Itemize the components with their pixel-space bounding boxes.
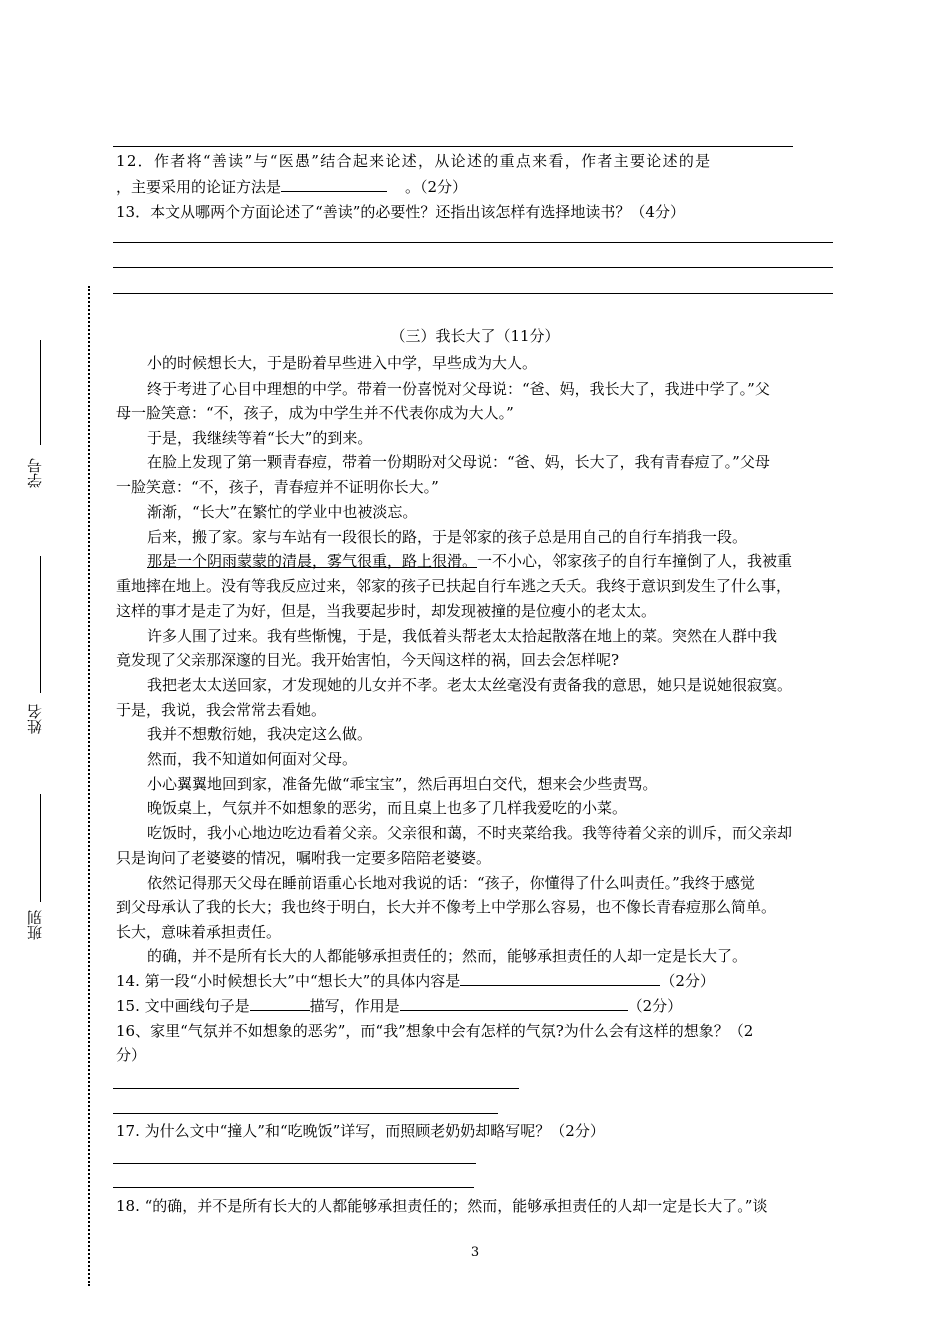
question-15-points: （2分）	[627, 997, 683, 1015]
answer-line	[113, 267, 833, 268]
paragraph-line: 我把老太太送回家，才发现她的儿女并不孝。老太太丝毫没有责备我的意思，她只是说她很寂寞。	[147, 676, 793, 694]
paragraph-line: 于是，我继续等着“长大”的到来。	[147, 429, 373, 447]
answer-line	[113, 146, 793, 147]
paragraph-line: 后来，搬了家。家与车站有一段很长的路，于是邻家的孩子总是用自己的自行车捎我一段。	[147, 528, 748, 546]
paragraph-line	[147, 551, 792, 571]
binding-dotted-line	[88, 286, 90, 1286]
paragraph-line: 的确，并不是所有长大的人都能够承担责任的；然而，能够承担责任的人却一定是长大了。	[147, 947, 748, 965]
paragraph-line-rest: 一不小心，邻家孩子的自行车撞倒了人，我被重	[477, 552, 793, 570]
underlined-sentence: 那是一个阴雨蒙蒙的清晨，雾气很重，路上很滑。	[147, 552, 478, 570]
paragraph-line: 许多人围了过来。我有些惭愧，于是，我低着头帮老太太拾起散落在地上的菜。突然在人群中我	[147, 627, 778, 645]
answer-line[interactable]	[113, 1187, 474, 1188]
paragraph-line: 然而，我不知道如何面对父母。	[147, 750, 358, 768]
question-15-text-a: 15. 文中画线句子是	[116, 997, 250, 1015]
question-12-line1: 12．作者将“善读”与“医愚”结合起来论述，从论述的重点来看，作者主要论述的是	[116, 152, 712, 170]
paragraph-line: 在脸上发现了第一颗青春痘，带着一份期盼对父母说：“爸、妈，长大了，我有青春痘了。”父母	[147, 453, 770, 471]
question-14-points: （2分）	[660, 972, 715, 990]
name-label: 姓名	[26, 704, 44, 734]
question-12-text-b: 。（2分）	[405, 178, 468, 196]
paragraph-line: 这样的事才是走了为好，但是，当我要起步时，却发现被撞的是位瘦小的老太太。	[116, 602, 657, 620]
paragraph-line: 终于考进了心目中理想的中学。带着一份喜悦对父母说：“爸、妈，我长大了，我进中学了。”父	[147, 380, 770, 398]
answer-blank[interactable]	[250, 996, 310, 1011]
paragraph-line: 母一脸笑意：“不，孩子，成为中学生并不代表你成为大人。”	[116, 404, 514, 422]
paragraph-line: 晚饭桌上，气氛并不如想象的恶劣，而且桌上也多了几样我爱吃的小菜。	[147, 799, 628, 817]
paragraph-line: 长大，意味着承担责任。	[116, 923, 282, 941]
question-13: 13．本文从哪两个方面论述了“善读”的必要性？还指出该怎样有选择地读书？（4分）	[116, 203, 685, 221]
question-12-text-a: ，主要采用的论证方法是	[116, 178, 282, 196]
answer-line	[113, 242, 833, 243]
page-number: 3	[470, 1245, 480, 1260]
paragraph-line: 小心翼翼地回到家，准备先做“乖宝宝”，然后再坦白交代，想来会少些责骂。	[147, 775, 658, 793]
question-14	[116, 971, 715, 991]
paragraph-line: 重地摔在地上。没有等我反应过来，邻家的孩子已扶起自行车逃之夭夭。我终于意识到发生了什么事，	[116, 577, 792, 595]
answer-blank[interactable]	[400, 996, 628, 1011]
paragraph-line: 依然记得那天父母在睡前语重心长地对我说的话：“孩子，你懂得了什么叫责任。”我终于感觉	[147, 874, 755, 892]
paragraph-line: 只是询问了老婆婆的情况，嘱咐我一定要多陪陪老婆婆。	[116, 849, 492, 867]
paragraph-line: 到父母承认了我的长大；我也终于明白，长大并不像考上中学那么容易，也不像长青春痘那么简单。	[116, 898, 777, 916]
paragraph-line: 渐渐，“长大”在繁忙的学业中也被淡忘。	[147, 503, 418, 521]
paragraph-line: 于是，我说，我会常常去看她。	[116, 701, 327, 719]
question-12-line2	[116, 177, 467, 197]
question-17: 17. 为什么文中“撞人”和“吃晚饭”详写，而照顾老奶奶却略写呢？（2分）	[116, 1122, 605, 1140]
class-blank[interactable]	[40, 794, 41, 902]
question-14-text: 14. 第一段“小时候想长大”中“想长大”的具体内容是	[116, 972, 461, 990]
answer-line[interactable]	[113, 1088, 519, 1089]
paragraph-line: 我并不想敷衍她，我决定这么做。	[147, 725, 373, 743]
paragraph-line: 吃饭时，我小心地边吃边看着父亲。父亲很和蔼，不时夹菜给我。我等待着父亲的训斥，而父亲却	[147, 824, 793, 842]
answer-blank[interactable]	[460, 971, 660, 986]
article-title: （三）我长大了（11分）	[390, 327, 560, 345]
class-field[interactable]	[24, 794, 46, 944]
answer-blank[interactable]	[281, 177, 387, 192]
class-label: 班别	[26, 910, 44, 940]
question-16-line1: 16、家里“气氛并不如想象的恶劣”，而“我”想象中会有怎样的气氛?为什么会有这样的想象？（2	[116, 1022, 754, 1040]
question-15	[116, 996, 682, 1016]
name-blank[interactable]	[40, 556, 41, 693]
answer-line[interactable]	[113, 1113, 498, 1114]
question-18: 18. “的确，并不是所有长大的人都能够承担责任的；然而，能够承担责任的人却一定是长大了。”谈	[116, 1197, 768, 1215]
paragraph-line: 一脸笑意：“不，孩子，青春痘并不证明你长大。”	[116, 478, 439, 496]
student-id-label: 学号	[26, 458, 44, 488]
name-field[interactable]	[24, 556, 46, 736]
student-id-blank[interactable]	[40, 340, 41, 445]
question-16-line2: 分）	[116, 1046, 147, 1064]
paragraph-line: 竟发现了父亲那深邃的目光。我开始害怕，今天闯这样的祸，回去会怎样呢?	[116, 651, 620, 669]
paragraph-line: 小的时候想长大，于是盼着早些进入中学，早些成为大人。	[147, 354, 538, 372]
answer-line[interactable]	[113, 1163, 476, 1164]
answer-line	[113, 293, 833, 294]
question-15-text-b: 描写，作用是	[309, 997, 400, 1015]
student-id-field[interactable]	[24, 340, 46, 490]
